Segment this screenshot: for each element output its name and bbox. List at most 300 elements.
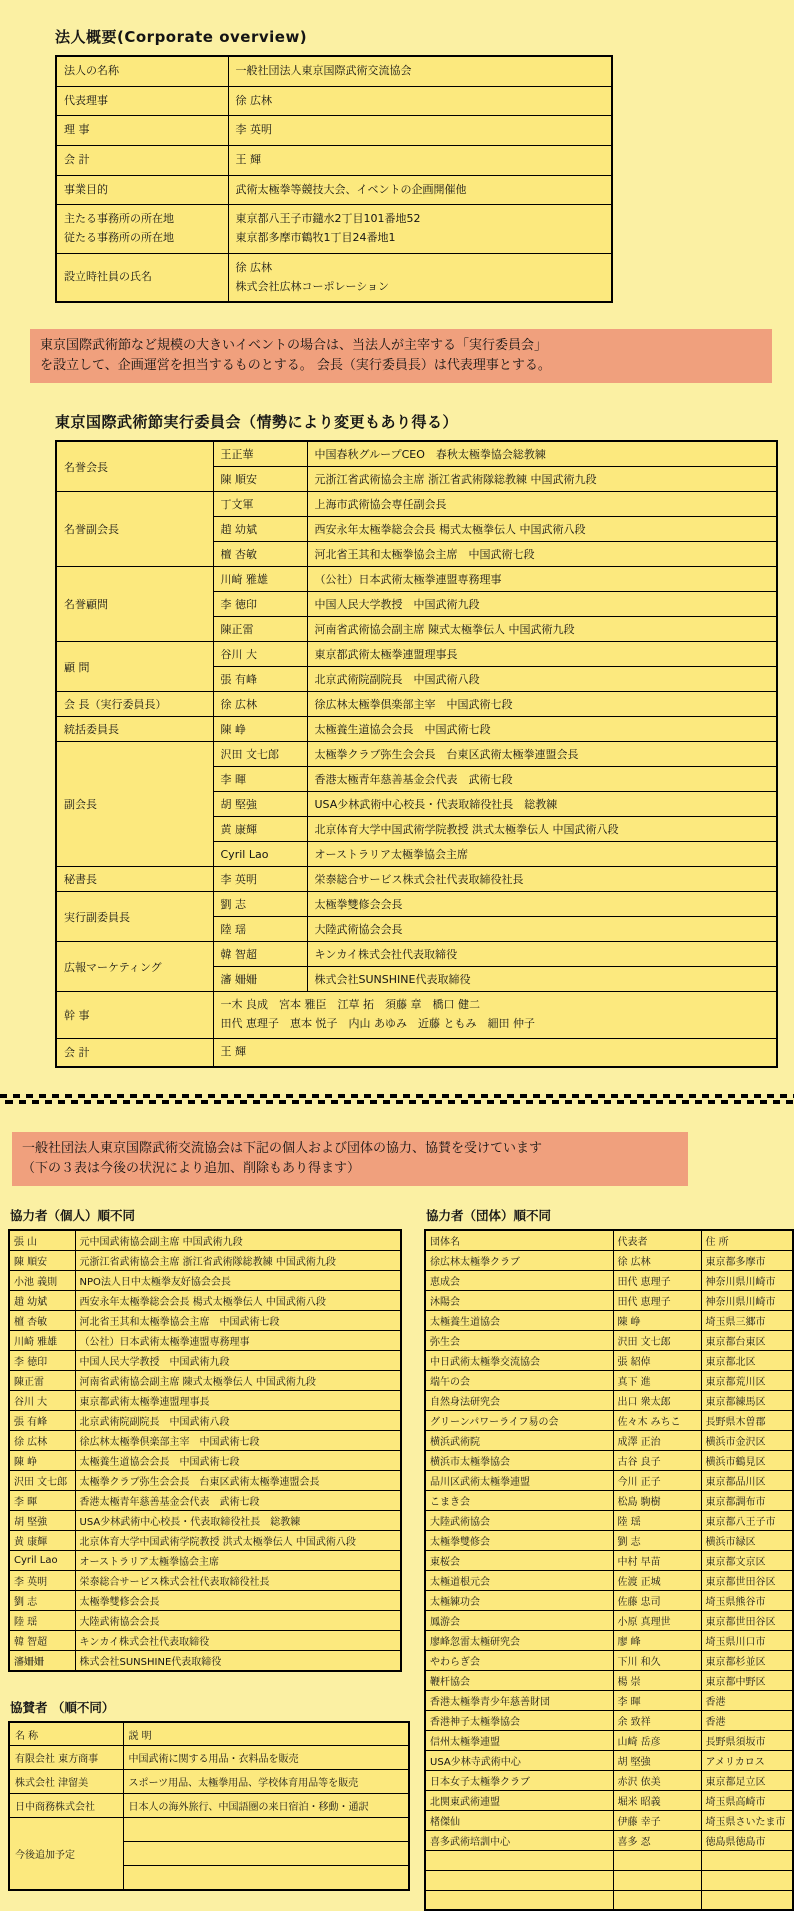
dashed-line [0, 1100, 794, 1104]
org-cell: 埼玉県さいたま市 [701, 1810, 793, 1830]
corporate-overview-table [55, 55, 613, 303]
org-cell: 東京都多摩市 [701, 1250, 793, 1270]
individual-desc-cell: 太極養生道協会会長 中国武術七段 [75, 1450, 401, 1470]
committee-member-desc-cell: 中国人民大学教授 中国武術九段 [307, 592, 777, 617]
org-cell: 横浜市金沢区 [701, 1430, 793, 1450]
sponsor-future-row [9, 1818, 409, 1842]
org-cell: 端午の会 [425, 1370, 613, 1390]
committee-table [55, 440, 778, 1067]
committee-member-desc-cell: 太極拳クラブ弥生会会長 台東区武術太極拳連盟会長 [307, 742, 777, 767]
corp-row [56, 205, 612, 253]
committee-member-name-cell: 沢田 文七郎 [213, 742, 307, 767]
left-column [8, 1206, 410, 1891]
corp-label-line: 理 事 [64, 123, 90, 137]
org-empty-cell [701, 1870, 793, 1890]
corp-label-line: 事業目的 [64, 182, 108, 196]
org-cell: 山崎 岳彦 [613, 1730, 701, 1750]
individual-row [9, 1370, 401, 1390]
org-row [425, 1570, 793, 1590]
committee-member-desc-cell: 大陸武術協会会長 [307, 917, 777, 942]
individual-desc-cell: 元浙江省武術協会主席 浙江省武術隊総教練 中国武術九段 [75, 1250, 401, 1270]
org-cell: 劉 志 [613, 1530, 701, 1550]
sponsor-future-label-cell: 今後追加予定 [9, 1818, 123, 1890]
org-cell: 堀米 昭義 [613, 1790, 701, 1810]
individual-row [9, 1570, 401, 1590]
org-header-cell: 住 所 [701, 1230, 793, 1251]
committee-member-name-cell: 丁文軍 [213, 492, 307, 517]
org-cell: 香港神子太極拳協会 [425, 1710, 613, 1730]
org-cell: 東京都品川区 [701, 1470, 793, 1490]
org-cell: 李 暉 [613, 1690, 701, 1710]
org-cell: 東京都中野区 [701, 1670, 793, 1690]
individual-name-cell: 川崎 雅雄 [9, 1330, 75, 1350]
committee-member-desc-cell: 西安永年太極拳総会会長 楊式太極拳伝人 中国武術八段 [307, 517, 777, 542]
org-row [425, 1790, 793, 1810]
committee-member-name-cell: 胡 堅強 [213, 792, 307, 817]
committee-row [56, 892, 777, 917]
committee-row [56, 717, 777, 742]
committee-wide-cell [213, 992, 777, 1038]
committee-wide-line: 田代 恵理子 恵本 悦子 内山 あゆみ 近藤 ともみ 細田 仲子 [220, 1017, 535, 1031]
individual-desc-cell: 株式会社SUNSHINE代表取締役 [75, 1650, 401, 1671]
sponsor-name-cell: 有限会社 東方商事 [9, 1746, 123, 1770]
committee-member-name-cell: 李 英明 [213, 867, 307, 892]
individual-name-cell: 李 英明 [9, 1570, 75, 1590]
org-empty-row [425, 1870, 793, 1890]
individual-desc-cell: NPO法人日中太極拳友好協会会長 [75, 1270, 401, 1290]
org-cell: 胡 堅強 [613, 1750, 701, 1770]
org-empty-cell [613, 1850, 701, 1870]
committee-member-desc-cell: 香港太極青年慈善基金会代表 武術七段 [307, 767, 777, 792]
org-row [425, 1610, 793, 1630]
org-cell: 東京都文京区 [701, 1550, 793, 1570]
org-cell: 東京都練馬区 [701, 1390, 793, 1410]
corp-row [56, 86, 612, 116]
committee-row [56, 441, 777, 467]
individual-row [9, 1470, 401, 1490]
org-cell: 埼玉県熊谷市 [701, 1590, 793, 1610]
committee-title: 東京国際武術節実行委員会（情勢により変更もあり得る） [55, 413, 459, 432]
org-cell: 出口 衆太郎 [613, 1390, 701, 1410]
individual-name-cell: 陳 峥 [9, 1450, 75, 1470]
committee-member-desc-cell: 東京都武術太極拳連盟理事長 [307, 642, 777, 667]
org-empty-cell [425, 1870, 613, 1890]
org-cell: 信州太極拳連盟 [425, 1730, 613, 1750]
corp-value-line: 李 英明 [235, 123, 272, 137]
individual-desc-cell: 香港太極青年慈善基金会代表 武術七段 [75, 1490, 401, 1510]
committee-member-desc-cell: 中国春秋グループCEO 春秋太極拳協会総教練 [307, 441, 777, 467]
org-cell: 田代 恵理子 [613, 1290, 701, 1310]
individual-row [9, 1530, 401, 1550]
org-cell: 中村 早苗 [613, 1550, 701, 1570]
org-cell: 太極道根元会 [425, 1570, 613, 1590]
org-cell: 東京都世田谷区 [701, 1610, 793, 1630]
committee-member-desc-cell: 河北省王其和太極拳協会主席 中国武術七段 [307, 542, 777, 567]
committee-member-desc-cell: キンカイ株式会社代表取締役 [307, 942, 777, 967]
individual-name-cell: 陳 順安 [9, 1250, 75, 1270]
individual-desc-cell: 北京体育大学中国武術学院教授 洪式太極拳伝人 中国武術八段 [75, 1530, 401, 1550]
org-row [425, 1710, 793, 1730]
org-cell: 日本女子太極拳クラブ [425, 1770, 613, 1790]
corp-row [56, 146, 612, 176]
committee-member-name-cell: 川崎 雅雄 [213, 567, 307, 592]
corp-value-line: 王 輝 [235, 153, 261, 167]
org-cell: 香港 [701, 1710, 793, 1730]
org-row [425, 1830, 793, 1850]
committee-member-desc-cell: 元浙江省武術協会主席 浙江省武術隊総教練 中国武術九段 [307, 467, 777, 492]
org-cell: 小原 真理世 [613, 1610, 701, 1630]
org-cell: 東桜会 [425, 1550, 613, 1570]
org-cell: アメリカロス [701, 1750, 793, 1770]
committee-member-desc-cell: 北京体育大学中国武術学院教授 洪式太極拳伝人 中国武術八段 [307, 817, 777, 842]
corp-label-cell [56, 205, 228, 253]
org-cell: 田代 恵理子 [613, 1270, 701, 1290]
org-cell: 今川 正子 [613, 1470, 701, 1490]
committee-member-desc-cell: 栄泰総合サービス株式会社代表取締役社長 [307, 867, 777, 892]
corp-value-line: 東京都多摩市鶴牧1丁目24番地1 [235, 231, 396, 245]
individual-row [9, 1450, 401, 1470]
org-cell: 徳島県徳島市 [701, 1830, 793, 1850]
sponsors-table [8, 1721, 410, 1891]
org-cell: 徐 広林 [613, 1250, 701, 1270]
org-cell: 太極拳雙修会 [425, 1530, 613, 1550]
committee-member-name-cell: 張 有峰 [213, 667, 307, 692]
committee-role-cell: 実行副委員長 [56, 892, 213, 942]
committee-member-desc-cell: 太極拳雙修会会長 [307, 892, 777, 917]
sponsor-name-cell: 日中商務株式会社 [9, 1794, 123, 1818]
committee-note-line: を設立して、企画運営を担当するものとする。 会長（実行委員長）は代表理事とする。 [40, 358, 551, 374]
individual-row [9, 1490, 401, 1510]
committee-row [56, 867, 777, 892]
individual-name-cell: 李 徳印 [9, 1350, 75, 1370]
corp-label-cell [56, 56, 228, 86]
org-cell: 香港 [701, 1690, 793, 1710]
individual-name-cell: 韓 智超 [9, 1630, 75, 1650]
committee-role-cell: 副会長 [56, 742, 213, 867]
individual-collaborators-title: 協力者（個人）順不同 [10, 1207, 136, 1223]
committee-row [56, 992, 777, 1038]
sponsor-desc-cell: 日本人の海外旅行、中国語圏の来日宿泊・移動・通訳 [123, 1794, 409, 1818]
org-row [425, 1370, 793, 1390]
committee-member-name-cell: 李 徳印 [213, 592, 307, 617]
committee-member-name-cell: 陳 峥 [213, 717, 307, 742]
individual-row [9, 1250, 401, 1270]
committee-member-name-cell: 檀 杏敏 [213, 542, 307, 567]
committee-note-line: 東京国際武術節など規模の大きいイベントの場合は、当法人が主宰する「実行委員会」 [40, 338, 548, 354]
corp-label-line: 法人の名称 [64, 64, 119, 77]
org-row [425, 1770, 793, 1790]
sponsor-empty-cell [123, 1866, 409, 1890]
committee-note [30, 329, 772, 383]
individual-name-cell: 陸 瑶 [9, 1610, 75, 1630]
org-cell: 弥生会 [425, 1330, 613, 1350]
org-cell: 埼玉県高崎市 [701, 1790, 793, 1810]
corp-value-line: 武術太極拳等競技大会、イベントの企画開催他 [235, 182, 467, 196]
org-cell: 東京都世田谷区 [701, 1570, 793, 1590]
org-header-cell: 団体名 [425, 1230, 613, 1251]
sponsor-row [9, 1746, 409, 1770]
org-cell: 長野県木曽郡 [701, 1410, 793, 1430]
org-row [425, 1490, 793, 1510]
committee-wide-line: 一木 良成 宮本 雅臣 江草 拓 須藤 章 橋口 健二 [220, 998, 480, 1012]
org-cell: 伊藤 幸子 [613, 1810, 701, 1830]
corp-value-cell [228, 205, 612, 253]
committee-role-cell: 幹 事 [56, 992, 213, 1038]
corp-row [56, 253, 612, 302]
org-cell: 東京都荒川区 [701, 1370, 793, 1390]
individual-name-cell: 沢田 文七郎 [9, 1470, 75, 1490]
org-row [425, 1470, 793, 1490]
committee-row [56, 942, 777, 967]
org-cell: 佐藤 忠司 [613, 1590, 701, 1610]
individual-name-cell: 陳正雷 [9, 1370, 75, 1390]
committee-member-desc-cell: 徐広林太極拳倶楽部主宰 中国武術七段 [307, 692, 777, 717]
individual-name-cell: 劉 志 [9, 1590, 75, 1610]
committee-member-name-cell: 陸 瑶 [213, 917, 307, 942]
corp-row [56, 56, 612, 86]
individual-desc-cell: 徐広林太極拳倶楽部主宰 中国武術七段 [75, 1430, 401, 1450]
individual-name-cell: 李 暉 [9, 1490, 75, 1510]
individual-desc-cell: オーストラリア太極拳協会主席 [75, 1550, 401, 1570]
org-row [425, 1430, 793, 1450]
individual-name-cell: 谷川 大 [9, 1390, 75, 1410]
org-row [425, 1390, 793, 1410]
org-cell: 恵成会 [425, 1270, 613, 1290]
committee-wide-line: 王 輝 [220, 1044, 246, 1058]
corp-value-cell [228, 146, 612, 176]
org-row [425, 1730, 793, 1750]
org-row [425, 1330, 793, 1350]
sponsors-title: 協賛者 （順不同） [10, 1699, 115, 1715]
sponsor-row [9, 1794, 409, 1818]
org-cell: 真下 進 [613, 1370, 701, 1390]
org-cell: USA少林寺武術中心 [425, 1750, 613, 1770]
org-cell: 徐広林太極拳クラブ [425, 1250, 613, 1270]
org-row [425, 1530, 793, 1550]
org-cell: 鞭杆協会 [425, 1670, 613, 1690]
org-cell: 沐陽会 [425, 1290, 613, 1310]
committee-role-cell: 会 計 [56, 1038, 213, 1066]
committee-member-name-cell: 劉 志 [213, 892, 307, 917]
org-cell: やわらぎ会 [425, 1650, 613, 1670]
corp-label-cell [56, 146, 228, 176]
committee-row [56, 742, 777, 767]
dashed-divider [0, 1094, 794, 1104]
corp-label-cell [56, 253, 228, 302]
corp-label-line: 主たる事務所の所在地 [64, 212, 174, 226]
org-row [425, 1550, 793, 1570]
committee-member-name-cell: 陳正雷 [213, 617, 307, 642]
committee-member-desc-cell: 株式会社SUNSHINE代表取締役 [307, 967, 777, 992]
org-empty-cell [701, 1890, 793, 1910]
individual-name-cell: 黄 康輝 [9, 1530, 75, 1550]
committee-row [56, 1038, 777, 1066]
org-header-cell: 代表者 [613, 1230, 701, 1251]
individual-name-cell: 趙 幼斌 [9, 1290, 75, 1310]
individual-desc-cell: 栄泰総合サービス株式会社代表取締役社長 [75, 1570, 401, 1590]
committee-member-name-cell: 趙 幼斌 [213, 517, 307, 542]
sponsor-desc-cell: スポーツ用品、太極拳用品、学校体育用品等を販売 [123, 1770, 409, 1794]
committee-row [56, 567, 777, 592]
individual-desc-cell: 太極拳クラブ弥生会会長 台東区武術太極拳連盟会長 [75, 1470, 401, 1490]
sponsor-row [9, 1770, 409, 1794]
individual-row [9, 1650, 401, 1671]
corp-label-line: 代表理事 [64, 93, 108, 107]
org-cell: 太極養生道協会 [425, 1310, 613, 1330]
org-cell: 東京都八王子市 [701, 1510, 793, 1530]
org-row [425, 1670, 793, 1690]
individual-row [9, 1610, 401, 1630]
dashed-line [0, 1094, 794, 1098]
org-cell: 大陸武術協会 [425, 1510, 613, 1530]
individual-desc-cell: （公社）日本武術太極拳連盟専務理事 [75, 1330, 401, 1350]
individual-name-cell: 瀋姍姍 [9, 1650, 75, 1671]
committee-member-name-cell: 谷川 大 [213, 642, 307, 667]
org-cell: 松島 駒樹 [613, 1490, 701, 1510]
committee-member-name-cell: 陳 順安 [213, 467, 307, 492]
org-cell: 横浜市鶴見区 [701, 1450, 793, 1470]
org-row [425, 1690, 793, 1710]
org-row [425, 1650, 793, 1670]
individual-desc-cell: 西安永年太極拳総会会長 楊式太極拳伝人 中国武術八段 [75, 1290, 401, 1310]
corp-value-cell [228, 253, 612, 302]
org-cell: 下川 和久 [613, 1650, 701, 1670]
collaborator-columns [8, 1206, 788, 1911]
org-cell: 東京都足立区 [701, 1770, 793, 1790]
support-note-line: 一般社団法人東京国際武術交流協会は下記の個人および団体の協力、協賛を受けています [22, 1140, 543, 1156]
sponsor-empty-cell [123, 1818, 409, 1842]
org-cell: 長野県須坂市 [701, 1730, 793, 1750]
individual-desc-cell: 中国人民大学教授 中国武術九段 [75, 1350, 401, 1370]
individual-desc-cell: 太極拳雙修会会長 [75, 1590, 401, 1610]
org-cell: こまき会 [425, 1490, 613, 1510]
individual-row [9, 1310, 401, 1330]
corp-value-line: 徐 広林 [235, 93, 272, 107]
individual-desc-cell: 東京都武術太極拳連盟理事長 [75, 1390, 401, 1410]
committee-wide-cell [213, 1038, 777, 1066]
org-collaborators-title: 協力者（団体）順不同 [426, 1207, 552, 1223]
org-cell: 喜多 忍 [613, 1830, 701, 1850]
org-cell: 東京都調布市 [701, 1490, 793, 1510]
individual-row [9, 1230, 401, 1251]
org-row [425, 1630, 793, 1650]
org-empty-row [425, 1850, 793, 1870]
sponsor-empty-cell [123, 1842, 409, 1866]
individual-row [9, 1350, 401, 1370]
individual-name-cell: 徐 広林 [9, 1430, 75, 1450]
org-row [425, 1590, 793, 1610]
org-row [425, 1450, 793, 1470]
org-row [425, 1250, 793, 1270]
corp-value-line: 株式会社広林コーポレーション [235, 279, 390, 293]
org-cell: 余 致祥 [613, 1710, 701, 1730]
corp-row [56, 116, 612, 146]
org-cell: 横浜武術院 [425, 1430, 613, 1450]
org-cell: 楊 崇 [613, 1670, 701, 1690]
org-cell: 品川区武術太極拳連盟 [425, 1470, 613, 1490]
org-cell: 神奈川県川崎市 [701, 1270, 793, 1290]
org-cell: 古谷 良子 [613, 1450, 701, 1470]
individual-name-cell: 張 山 [9, 1230, 75, 1251]
sponsor-header-row [9, 1722, 409, 1746]
org-cell: 佐々木 みちこ [613, 1410, 701, 1430]
committee-member-desc-cell: 上海市武術協会専任副会長 [307, 492, 777, 517]
corp-row [56, 175, 612, 205]
org-empty-cell [613, 1870, 701, 1890]
committee-member-name-cell: 徐 広林 [213, 692, 307, 717]
org-cell: 埼玉県三郷市 [701, 1310, 793, 1330]
individual-row [9, 1330, 401, 1350]
org-cell: 佐渡 正城 [613, 1570, 701, 1590]
org-cell: 埼玉県川口市 [701, 1630, 793, 1650]
org-empty-cell [425, 1850, 613, 1870]
individual-desc-cell: キンカイ株式会社代表取締役 [75, 1630, 401, 1650]
committee-row [56, 642, 777, 667]
committee-member-name-cell: Cyril Lao [213, 842, 307, 867]
corp-value-cell [228, 116, 612, 146]
org-cell: 張 紹倬 [613, 1350, 701, 1370]
corp-value-cell [228, 56, 612, 86]
individual-name-cell: Cyril Lao [9, 1550, 75, 1570]
individual-row [9, 1270, 401, 1290]
individual-name-cell: 檀 杏敏 [9, 1310, 75, 1330]
corp-label-cell [56, 175, 228, 205]
corp-value-cell [228, 175, 612, 205]
org-cell: 自然身法研究会 [425, 1390, 613, 1410]
committee-member-desc-cell: 河南省武術協会副主席 陳式太極拳伝人 中国武術九段 [307, 617, 777, 642]
org-row [425, 1410, 793, 1430]
org-cell: 太極練功会 [425, 1590, 613, 1610]
org-empty-cell [701, 1850, 793, 1870]
corp-value-line: 東京都八王子市鑓水2丁目101番地52 [235, 212, 421, 226]
org-row [425, 1290, 793, 1310]
individual-collaborators-table [8, 1229, 402, 1672]
sponsor-name-cell: 株式会社 津留美 [9, 1770, 123, 1794]
corp-label-line: 会 計 [64, 153, 90, 167]
corp-label-cell [56, 116, 228, 146]
sponsors-section [8, 1698, 410, 1891]
org-cell: 陸 瑶 [613, 1510, 701, 1530]
org-row [425, 1750, 793, 1770]
committee-member-name-cell: 韓 智超 [213, 942, 307, 967]
org-cell: 東京都杉並区 [701, 1650, 793, 1670]
org-row [425, 1310, 793, 1330]
committee-role-cell: 名誉会長 [56, 441, 213, 492]
committee-member-desc-cell: USA少林武術中心校長・代表取締役社長 総教練 [307, 792, 777, 817]
org-cell: 香港太極拳青少年慈善財団 [425, 1690, 613, 1710]
org-collaborators-table [424, 1229, 794, 1911]
org-cell: 神奈川県川崎市 [701, 1290, 793, 1310]
org-cell: グリーンパワーライフ易の会 [425, 1410, 613, 1430]
right-column [424, 1206, 792, 1911]
committee-member-name-cell: 黄 康輝 [213, 817, 307, 842]
corporate-overview-title: 法人概要(Corporate overview) [55, 28, 308, 46]
committee-member-desc-cell: （公社）日本武術太極拳連盟専務理事 [307, 567, 777, 592]
individual-name-cell: 張 有峰 [9, 1410, 75, 1430]
individual-desc-cell: 元中国武術協会副主席 中国武術九段 [75, 1230, 401, 1251]
individual-row [9, 1430, 401, 1450]
corp-label-cell [56, 86, 228, 116]
org-cell: 成澤 正治 [613, 1430, 701, 1450]
support-note-line: （下の３表は今後の状況により追加、削除もあり得ます） [22, 1160, 361, 1176]
individual-name-cell: 胡 堅強 [9, 1510, 75, 1530]
org-cell: 東京都北区 [701, 1350, 793, 1370]
org-cell: 横浜市緑区 [701, 1530, 793, 1550]
sponsor-desc-cell: 中国武術に関する用品・衣料品を販売 [123, 1746, 409, 1770]
committee-role-cell: 顧 問 [56, 642, 213, 692]
org-cell: 赤沢 依美 [613, 1770, 701, 1790]
individual-row [9, 1290, 401, 1310]
